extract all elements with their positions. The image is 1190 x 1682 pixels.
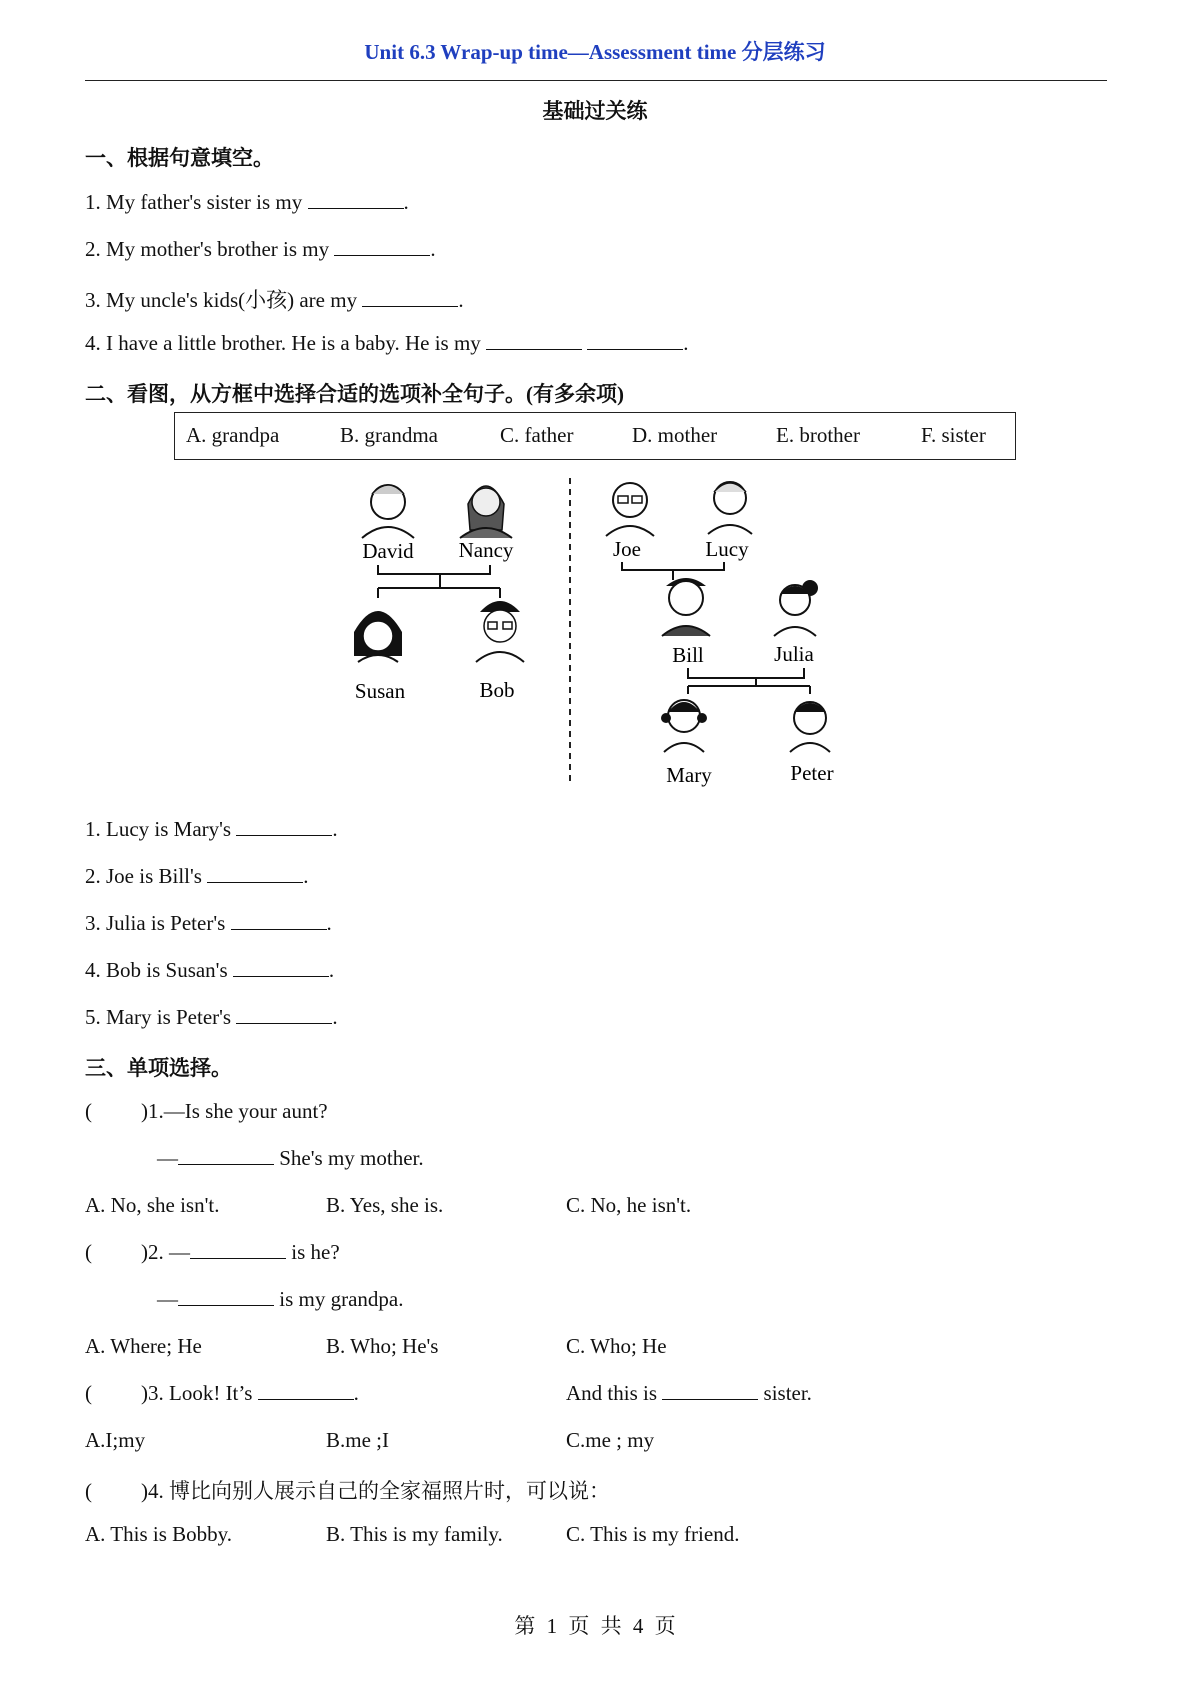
q3-period: .	[353, 1381, 359, 1405]
answer-blank[interactable]	[236, 817, 332, 836]
q3-part2-text: And this is	[566, 1381, 658, 1405]
mother-julia-portrait	[774, 580, 818, 636]
answer-paren[interactable]: (	[85, 1381, 92, 1405]
label-lucy: Lucy	[705, 537, 749, 561]
answer-blank[interactable]	[587, 331, 683, 350]
s2-item-2-end: .	[303, 864, 309, 888]
answer-blank[interactable]	[178, 1146, 274, 1165]
label-bob: Bob	[479, 678, 515, 702]
grandma-lucy-portrait	[708, 482, 752, 534]
s1-item-3-end: .	[458, 288, 464, 312]
answer-blank[interactable]	[308, 190, 404, 209]
s2-item-3	[85, 911, 332, 936]
header-title: Unit 6.3 Wrap-up time—Assessment time 分层练习	[364, 40, 826, 64]
label-bill: Bill	[672, 643, 704, 667]
answer-blank[interactable]	[233, 958, 329, 977]
child-susan-portrait	[354, 611, 402, 662]
answer-paren[interactable]: (	[85, 1240, 92, 1264]
q3-stem-part2	[566, 1381, 812, 1406]
s2-item-5-end: .	[332, 1005, 338, 1029]
answer-blank[interactable]	[178, 1287, 274, 1306]
q3-question: )3. Look! It’s	[141, 1381, 253, 1405]
s2-item-3-text: 3. Julia is Peter's	[85, 911, 226, 935]
q4-option-c[interactable]: C. This is my friend.	[566, 1522, 740, 1546]
header-divider	[85, 80, 1107, 81]
grandma-nancy-portrait	[460, 486, 512, 538]
answer-blank[interactable]	[662, 1381, 758, 1400]
s1-item-1-end: .	[403, 190, 409, 214]
q1-option-a[interactable]: A. No, she isn't.	[85, 1193, 220, 1217]
q3-option-b[interactable]: B.me ;I	[326, 1428, 389, 1452]
s1-item-2-text: 2. My mother's brother is my	[85, 237, 330, 261]
q1-option-b[interactable]: B. Yes, she is.	[326, 1193, 444, 1217]
answer-blank[interactable]	[258, 1381, 354, 1400]
dash: —	[157, 1287, 178, 1311]
s1-item-2	[85, 237, 436, 262]
s1-item-1	[85, 190, 409, 215]
option-f: F. sister	[921, 423, 986, 447]
sub-title: 基础过关练	[542, 99, 648, 123]
q3-option-c[interactable]: C.me ; my	[566, 1428, 655, 1452]
q1-option-c[interactable]: C. No, he isn't.	[566, 1193, 692, 1217]
page-footer: 第 1 页 共 4 页	[514, 1614, 676, 1638]
section1-heading: 一、根据句意填空。	[85, 146, 274, 170]
s2-item-3-end: .	[326, 911, 332, 935]
s1-item-4-text: 4. I have a little brother. He is a baby. He is my	[85, 331, 481, 355]
q1-stem	[85, 1099, 328, 1124]
q2-question: )2. —	[141, 1240, 190, 1264]
section3-heading: 三、单项选择。	[85, 1056, 232, 1080]
option-d: D. mother	[632, 423, 718, 447]
q1-question: )1.—Is she your aunt?	[141, 1099, 328, 1123]
left-tree-lines	[378, 565, 500, 598]
label-susan: Susan	[354, 679, 406, 703]
s1-item-3-text: 3. My uncle's kids(小孩) are my	[85, 288, 358, 312]
answer-blank[interactable]	[207, 864, 303, 883]
option-e: E. brother	[776, 423, 860, 447]
answer-blank[interactable]	[334, 237, 430, 256]
s2-item-5	[85, 1005, 338, 1030]
child-mary-portrait	[661, 700, 707, 752]
option-c: C. father	[500, 423, 574, 447]
option-b: B. grandma	[340, 423, 438, 447]
option-a: A. grandpa	[186, 423, 280, 447]
q2-response-text: is my grandpa.	[274, 1287, 404, 1311]
right-tree-lines-top	[622, 562, 724, 580]
label-david: David	[362, 539, 414, 563]
s1-item-4	[85, 331, 689, 356]
q2-option-b[interactable]: B. Who; He's	[326, 1334, 439, 1358]
answer-blank[interactable]	[190, 1240, 286, 1259]
answer-blank[interactable]	[486, 331, 582, 350]
s2-item-2	[85, 864, 308, 889]
answer-paren[interactable]: (	[85, 1479, 92, 1503]
family-tree-figure	[340, 472, 860, 794]
label-joe: Joe	[613, 537, 641, 561]
q3-part2-end: sister.	[758, 1381, 812, 1405]
answer-paren[interactable]: (	[85, 1099, 92, 1123]
s1-item-4-end: .	[683, 331, 689, 355]
dash: —	[157, 1146, 178, 1170]
label-mary: Mary	[666, 763, 712, 787]
grandpa-joe-portrait	[606, 483, 654, 536]
q4-option-b[interactable]: B. This is my family.	[326, 1522, 503, 1546]
answer-blank[interactable]	[231, 911, 327, 930]
q2-stem	[85, 1240, 340, 1265]
q1-response-text: She's my mother.	[274, 1146, 424, 1170]
right-tree-lines-bottom	[688, 668, 810, 694]
s1-item-2-end: .	[430, 237, 436, 261]
s1-item-1-text: 1. My father's sister is my	[85, 190, 303, 214]
s2-item-1	[85, 817, 338, 842]
q2-option-a[interactable]: A. Where; He	[85, 1334, 202, 1358]
s1-item-3	[85, 284, 464, 314]
label-peter: Peter	[790, 761, 834, 785]
q3-option-a[interactable]: A.I;my	[85, 1428, 146, 1452]
child-bob-portrait	[476, 601, 524, 662]
options-box	[174, 412, 1016, 460]
q2-response	[157, 1287, 403, 1312]
q2-option-c[interactable]: C. Who; He	[566, 1334, 667, 1358]
q1-response	[157, 1146, 424, 1171]
grandpa-david-portrait	[362, 485, 414, 538]
s2-item-5-text: 5. Mary is Peter's	[85, 1005, 232, 1029]
q3-stem	[85, 1381, 359, 1406]
s2-item-4-text: 4. Bob is Susan's	[85, 958, 228, 982]
label-nancy: Nancy	[458, 538, 514, 562]
q2-question-end: is he?	[286, 1240, 340, 1264]
section2-heading: 二、看图，从方框中选择合适的选项补全句子。(有多余项)	[85, 382, 624, 406]
s2-item-1-text: 1. Lucy is Mary's	[85, 817, 232, 841]
s2-item-4-end: .	[328, 958, 335, 982]
s2-item-4	[85, 958, 334, 983]
s2-item-2-text: 2. Joe is Bill's	[85, 864, 202, 888]
q4-question: )4. 博比向别人展示自己的全家福照片时，可以说：	[141, 1479, 610, 1503]
father-bill-portrait	[662, 578, 710, 636]
answer-blank[interactable]	[236, 1005, 332, 1024]
s2-item-1-end: .	[332, 817, 338, 841]
answer-blank[interactable]	[362, 288, 458, 307]
label-julia: Julia	[774, 642, 814, 666]
q4-stem	[85, 1475, 610, 1505]
child-peter-portrait	[790, 702, 830, 752]
q4-option-a[interactable]: A. This is Bobby.	[85, 1522, 233, 1546]
